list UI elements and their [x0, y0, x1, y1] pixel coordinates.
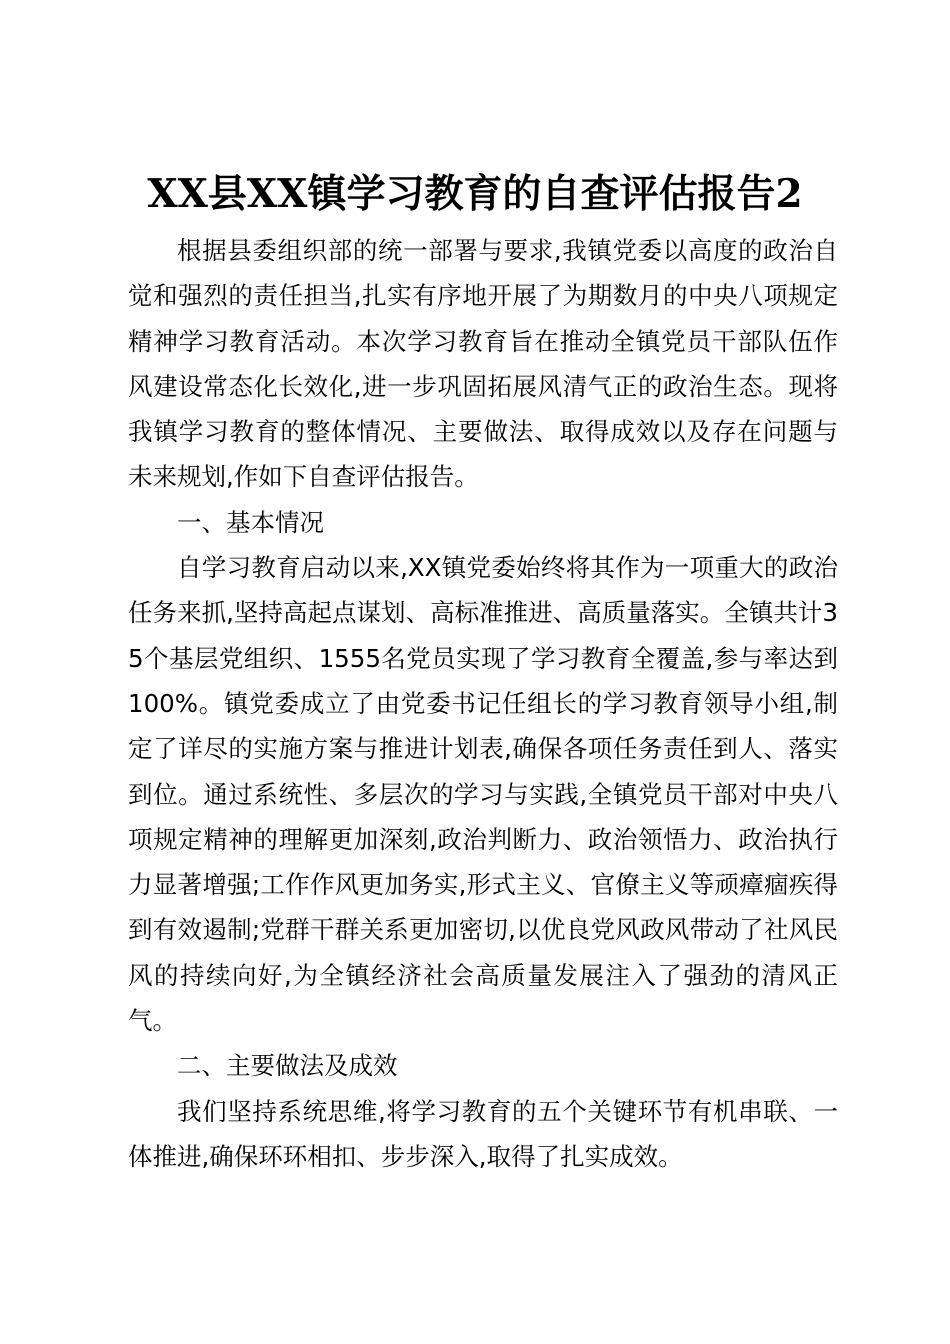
section-heading-main-practices: 二、主要做法及成效 [177, 1051, 398, 1081]
section-heading-basic-situation: 一、基本情况 [177, 507, 324, 537]
main-practices-paragraph: 我们坚持系统思维,将学习教育的五个关键环节有机串联、一体推进,确保环环相扣、步步深入,取得了扎实成效。 [128, 1096, 838, 1171]
document-title: XX县XX镇学习教育的自查评估报告2 [147, 171, 803, 217]
document-body [128, 228, 838, 1179]
intro-paragraph: 根据县委组织部的统一部署与要求,我镇党委以高度的政治自觉和强烈的责任担当,扎实有序地开展了为期数月的中央八项规定精神学习教育活动。本次学习教育旨在推动全镇党员干部队伍作风建设常态化长效化,进一步巩固拓展风清气正的政治生态。现将我镇学习教育的整体情况、主要做法、取得成效以及存在问题与未来规划,作如下自查评估报告。 [128, 236, 838, 492]
basic-situation-paragraph: 自学习教育启动以来,XX镇党委始终将其作为一项重大的政治任务来抓,坚持高起点谋划、高标准推进、高质量落实。全镇共计35个基层党组织、1555名党员实现了学习教育全覆盖,参与率达到100%。镇党委成立了由党委书记任组长的学习教育领导小组,制定了详尽的实施方案与推进计划表,确保各项任务责任到人、落实到位。通过系统性、多层次的学习与实践,全镇党员干部对中央八项规定精神的理解更加深刻,政治判断力、政治领悟力、政治执行力显著增强;工作作风更加务实,形式主义、官僚主义等顽瘴痼疾得到有效遏制;党群干群关系更加密切,以优良党风政风带动了社风民风的持续向好,为全镇经济社会高质量发展注入了强劲的清风正气。 [128, 553, 838, 1036]
